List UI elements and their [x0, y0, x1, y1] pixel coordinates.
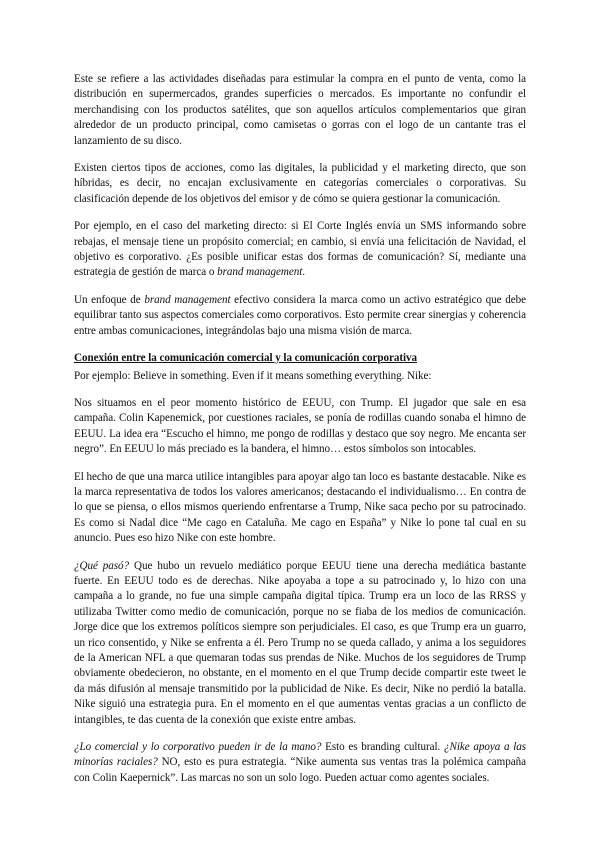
brand-management-term: brand management: [217, 266, 303, 279]
paragraph-hybrid-actions: Existen ciertos tipos de acciones, como las digitales, la publicidad y el marketing directo, que son híbridas, es decir, no encajan exclusivamente en categorías comerciales o corporativas. Su clasificación depende de los objetivos del emisor y de cómo se quiera gestionar la comunicación.: [74, 162, 526, 205]
paragraph-branding-cultural-end: NO, esto es pura estrategia. “Nike aumenta sus ventas tras la polémica campaña con Colin Kaepernick”. Las marcas no son un solo logo. Pueden actuar como agentes sociales.: [74, 756, 526, 784]
question-commercial-corporate: ¿Lo comercial y lo corporativo pueden ir de la mano?: [74, 741, 322, 754]
paragraph-what-happened-text: Que hubo un revuelo mediático porque EEUU tiene una derecha mediática bastante fuerte. En EEUU todo es de derechas. Nike apoyaba a tope a su patrocinado y, lo hizo con una campaña a lo grande, no fue una simple campaña digital típica. Trump era un loco de las RRSS y utilizaba Twitter como medio de comunicación, porque no se fiaba de los medios de comunicación. Jorge dice que los extremos políticos siempre son perjudiciales. El caso, es que Trump era un guarro, un rico consentido, y Nike se enfrenta a él. Pero Trump no se queda callado, y anima a los seguidores de la American NFL a que quemaran todas sus prendas de Nike. Muchos de los seguidores de Trump obviamente obedecieron, no obstante, en el momento en el que Trump decide compartir este tweet le da más difusión al mensaje transmitido por la publicidad de Nike. Es decir, Nike no perdió la batalla. Nike siguió una estrategia pura. En el momento en el que aumentas ventas gracias a un conflicto de intangibles, te das cuenta de la conexión que existe entre ambas.: [74, 559, 527, 726]
paragraph-brand-management: [74, 293, 526, 339]
brand-management-term-2: brand management: [144, 293, 231, 306]
paragraph-what-happened: [74, 559, 526, 728]
paragraph-nike-example: Por ejemplo: Believe in something. Even if it means something everything. Nike:: [74, 369, 432, 382]
paragraph-direct-marketing: [74, 219, 526, 281]
paragraph-brand-management-start: Un enfoque de: [74, 293, 145, 306]
paragraph-brand-management-text: efectivo considera la marca como un activo estratégico que debe equilibrar tanto sus aspectos comerciales como corporativos. Esto permite crear sinergias y coherencia entre ambas comunicaciones, integrándolas bajo una misma visión de marca.: [74, 293, 526, 337]
paragraph-branding-cultural-text: Esto es branding cultural.: [321, 741, 444, 754]
paragraph-merchandising: Este se refiere a las actividades diseñadas para estimular la compra en el punto de venta, como la distribución en supermercados, grandes superficies o mercados. Es importante no confundir el merchandising con los productos satélites, que son aquellos artículos complementarios que giran alrededor de un producto principal, como camisetas o gorras con el logo de un cantante tras el lanzamiento de su disco.: [74, 73, 526, 147]
paragraph-branding-cultural: [74, 740, 526, 786]
paragraph-direct-marketing-text: Por ejemplo, en el caso del marketing directo: si El Corte Inglés envía un SMS informando sobre rebajas, el mensaje tiene un propósito comercial; en cambio, si envía una felicitación de Navidad, el objetivo es corporativo. ¿Es posible unificar estas dos formas de comunicación? Sí, mediante una estrategia de gestión de marca o: [74, 220, 526, 279]
paragraph-intangibles: El hecho de que una marca utilice intangibles para apoyar algo tan loco es bastante destacable. Nike es la marca representativa de todos los valores americanos; destacando el individualismo… En contra de lo que se piensa, o ellos mismos queriendo enfrentarse a Trump, Nike saca pecho por su patrocinado. Es como si Nadal dice “Me cago en Cataluña. Me cago en España” y Nike lo pone tal cual en su anuncio. Pues eso hizo Nike con este hombre.: [74, 470, 526, 545]
paragraph-direct-marketing-end: .: [302, 266, 306, 279]
question-what-happened: ¿Qué pasó?: [74, 559, 130, 572]
section-heading: [74, 351, 526, 366]
paragraph-trump-context: Nos situamos en el peor momento histórico de EEUU, con Trump. El jugador que sale en esa campaña. Colin Kapenemick, por cuestiones raciales, se ponía de rodillas cuando sonaba el himno de EEUU. La idea era “Escucho el himno, me pongo de rodillas y destaco que soy negro. Me encanta ser negro”. En EEUU lo más preciado es la bandera, el himno… estos símbolos son intocables.: [74, 396, 526, 456]
question-racial-minorities: ¿Nike apoya a las minorías raciales?: [74, 741, 526, 769]
section-heading-text: Conexión entre la comunicación comercial y la comunicación corporativa: [74, 352, 418, 365]
